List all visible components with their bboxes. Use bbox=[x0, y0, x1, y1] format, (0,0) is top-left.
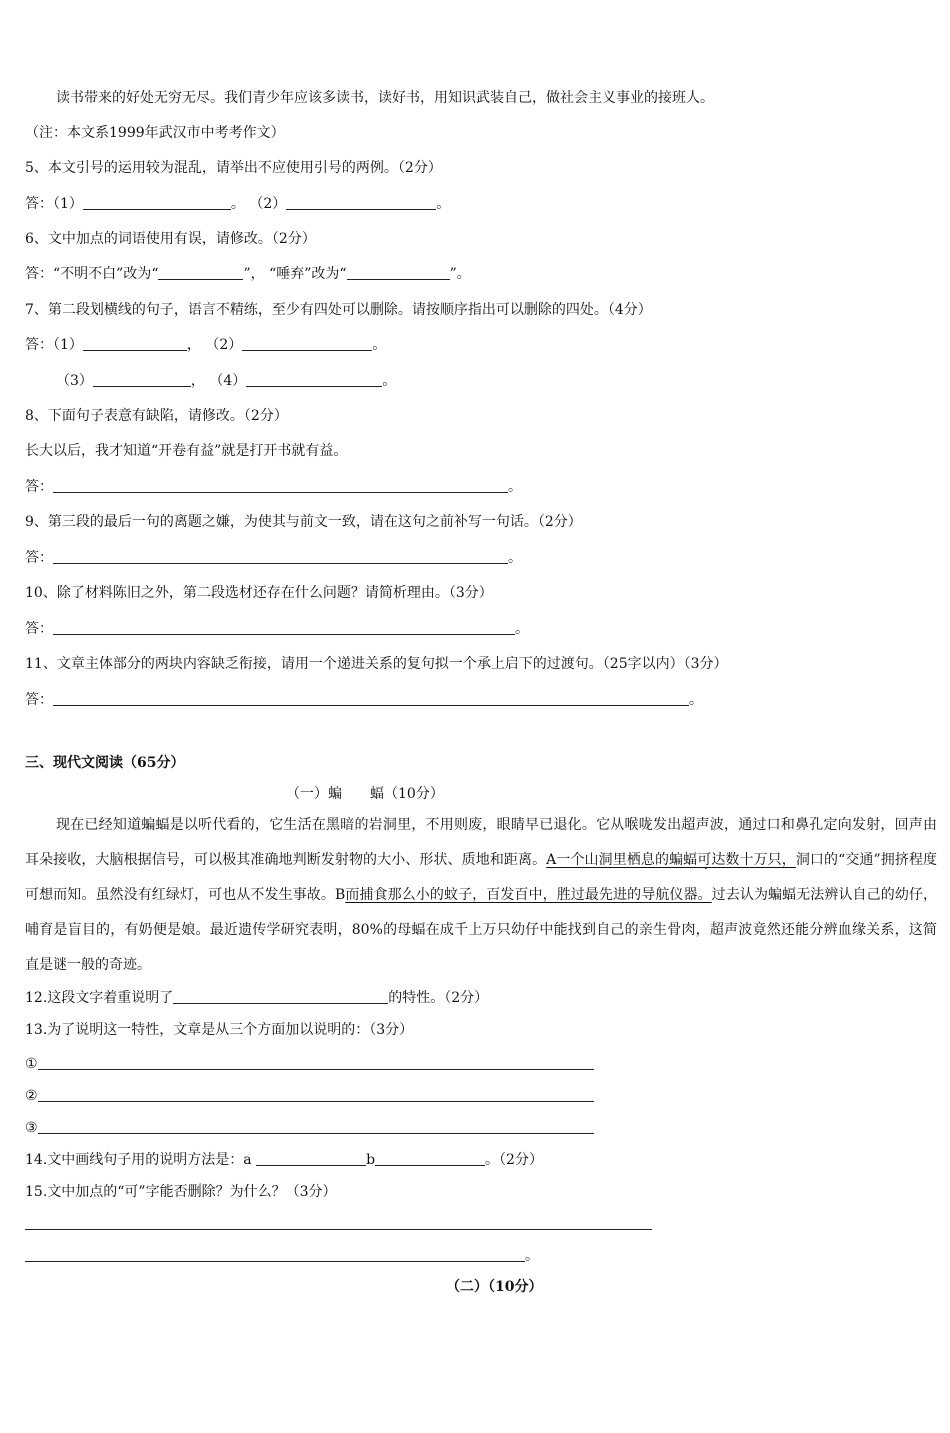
answer-blank-2[interactable] bbox=[242, 336, 372, 351]
question-14-text: 14.文中画线句子用的说明方法是：a bbox=[25, 1152, 257, 1168]
label-b: B bbox=[334, 887, 346, 903]
answer-prefix: （3） bbox=[56, 373, 93, 389]
period: 。 bbox=[508, 550, 522, 566]
question-12-text: 12.这段文字着重说明了 bbox=[25, 990, 174, 1006]
sentence-a-end: 达数十万只， bbox=[711, 852, 796, 868]
passage-text bbox=[25, 808, 937, 983]
answer-prefix: 答：（1） bbox=[25, 196, 83, 212]
answer-blank-1[interactable] bbox=[158, 265, 243, 280]
answer-prefix: 答： bbox=[25, 621, 53, 637]
dotted-character: 可 bbox=[697, 852, 712, 868]
passage-part-2: 洞口的“交通”拥挤程度可想而知。虽然没有红绿灯，可也从不发生事故。 bbox=[25, 852, 938, 903]
question-11: 11、文章主体部分的两块内容缺乏衔接，请用一个递进关系的复句拟一个承上启下的过渡句。（25字以内）（3分） bbox=[25, 656, 728, 672]
paragraph-ending: 读书带来的好处无穷无尽。我们青少年应该多读书，读好书，用知识武装自己，做社会主义事业的接班人。 bbox=[56, 90, 714, 106]
section-subheading: （二）（10分） bbox=[446, 1279, 543, 1295]
question-10: 10、除了材料陈旧之外，第二段选材还存在什么问题？请简析理由。（3分） bbox=[25, 585, 493, 601]
answer-blank-3[interactable] bbox=[38, 1119, 594, 1134]
question-8: 8、下面句子表意有缺陷，请修改。（2分） bbox=[25, 408, 288, 424]
answer-line-1[interactable] bbox=[25, 1229, 652, 1230]
answer-9 bbox=[25, 548, 522, 568]
underlined-sentence-a bbox=[546, 852, 796, 868]
passage-part-3: 过去认为蝙蝠无法辨认自己的幼仔，哺育是盲目的，有奶便是娘。最近遗传学研究表明，80%的母蝠在成千上万只幼仔中能找到自己的亲生骨肉，超声波竟然还能分辨血缘关系，这简直是谜一般的奇迹。 bbox=[25, 887, 938, 973]
answer-5 bbox=[25, 194, 450, 214]
answer-prefix: 答： bbox=[25, 550, 53, 566]
answer-blank-1[interactable] bbox=[83, 195, 231, 210]
period: 。 bbox=[515, 621, 529, 637]
answer-7-row-2 bbox=[56, 371, 396, 391]
question-6: 6、文中加点的词语使用有误，请修改。（2分） bbox=[25, 231, 316, 247]
answer-10 bbox=[25, 619, 529, 639]
answer-blank-a[interactable] bbox=[256, 1151, 366, 1166]
question-12 bbox=[25, 988, 488, 1008]
sentence-a-start: 一个山洞里栖息的蝙蝠 bbox=[556, 852, 698, 868]
passage-part-1: 现在已经知道蝙蝠是以听代看的，它生活在黑暗的岩洞里，不用则废，眼睛早已退化。它从喉咙发出超声波，通过口和鼻孔定向发射，回声由耳朵接收，大脑根据信号，可以极其准确地判断发射物的大小、形状、质地和距离。 bbox=[25, 817, 937, 868]
underlined-sentence-b: 而捕食那么小的蚊子，百发百中，胜过最先进的导航仪器。 bbox=[345, 887, 712, 903]
answer-prefix: 答：（1） bbox=[25, 337, 83, 353]
question-7: 7、第二段划横线的句子，语言不精练，至少有四处可以删除。请按顺序指出可以删除的四处。（4分） bbox=[25, 302, 652, 318]
answer-blank[interactable] bbox=[53, 478, 508, 493]
answer-8 bbox=[25, 477, 522, 497]
question-15: 15.文中加点的“可”字能否删除？为什么？（3分） bbox=[25, 1184, 337, 1200]
answer-separator: ， （2） bbox=[186, 337, 243, 353]
answer-text-2: ”， “唾弃”改为“ bbox=[243, 266, 347, 282]
question-5: 5、本文引号的运用较为混乱，请举出不应使用引号的两例。（2分） bbox=[25, 160, 442, 176]
question-12-suffix: 的特性。（2分） bbox=[388, 990, 489, 1006]
passage-title: （一）蝙 蝠（10分） bbox=[286, 786, 444, 802]
answer-13-row-3 bbox=[25, 1118, 594, 1138]
answer-13-row-2 bbox=[25, 1086, 594, 1106]
answer-13-row-1 bbox=[25, 1054, 594, 1074]
period: 。 bbox=[382, 373, 397, 389]
period: 。 bbox=[525, 1248, 539, 1264]
answer-blank[interactable] bbox=[173, 989, 388, 1004]
source-note: （注：本文系1999年武汉市中考考作文） bbox=[25, 125, 285, 141]
circled-marker-3: ③ bbox=[25, 1120, 38, 1136]
answer-6 bbox=[25, 264, 471, 284]
section-heading: 三、现代文阅读（65分） bbox=[25, 755, 185, 771]
answer-blank-4[interactable] bbox=[246, 372, 382, 387]
answer-text-3: ”。 bbox=[449, 266, 471, 282]
answer-line-2[interactable] bbox=[25, 1247, 525, 1262]
answer-blank-1[interactable] bbox=[83, 336, 187, 351]
question-14 bbox=[25, 1150, 543, 1170]
question-13: 13.为了说明这一特性，文章是从三个方面加以说明的：（3分） bbox=[25, 1022, 414, 1038]
answer-blank-2[interactable] bbox=[347, 265, 450, 280]
answer-blank[interactable] bbox=[53, 620, 515, 635]
answer-11 bbox=[25, 690, 703, 710]
answer-separator: 。 （2） bbox=[230, 196, 287, 212]
period: 。 bbox=[689, 692, 703, 708]
circled-marker-2: ② bbox=[25, 1088, 38, 1104]
question-8-sentence: 长大以后，我才知道“开卷有益”就是打开书就有益。 bbox=[25, 443, 348, 459]
answer-separator: ， （4） bbox=[190, 373, 247, 389]
period: 。 bbox=[372, 337, 387, 353]
answer-blank[interactable] bbox=[53, 549, 508, 564]
question-14-suffix: 。（2分） bbox=[485, 1152, 543, 1168]
answer-blank[interactable] bbox=[53, 691, 689, 706]
circled-marker-1: ① bbox=[25, 1056, 38, 1072]
label-b: b bbox=[366, 1152, 376, 1168]
answer-blank-b[interactable] bbox=[375, 1151, 485, 1166]
period: 。 bbox=[436, 196, 451, 212]
question-9: 9、第三段的最后一句的离题之嫌，为使其与前文一致，请在这句之前补写一句话。（2分） bbox=[25, 514, 582, 530]
answer-blank-2[interactable] bbox=[38, 1087, 594, 1102]
answer-prefix: 答： bbox=[25, 692, 53, 708]
period: 。 bbox=[508, 479, 522, 495]
answer-blank-2[interactable] bbox=[286, 195, 436, 210]
answer-blank-3[interactable] bbox=[93, 372, 191, 387]
answer-blank-1[interactable] bbox=[38, 1055, 594, 1070]
answer-15-row-2 bbox=[25, 1246, 539, 1266]
answer-prefix: 答： bbox=[25, 479, 53, 495]
answer-text-1: 答：“不明不白”改为“ bbox=[25, 266, 159, 282]
answer-7-row-1 bbox=[25, 335, 386, 355]
label-a: A bbox=[546, 852, 557, 868]
